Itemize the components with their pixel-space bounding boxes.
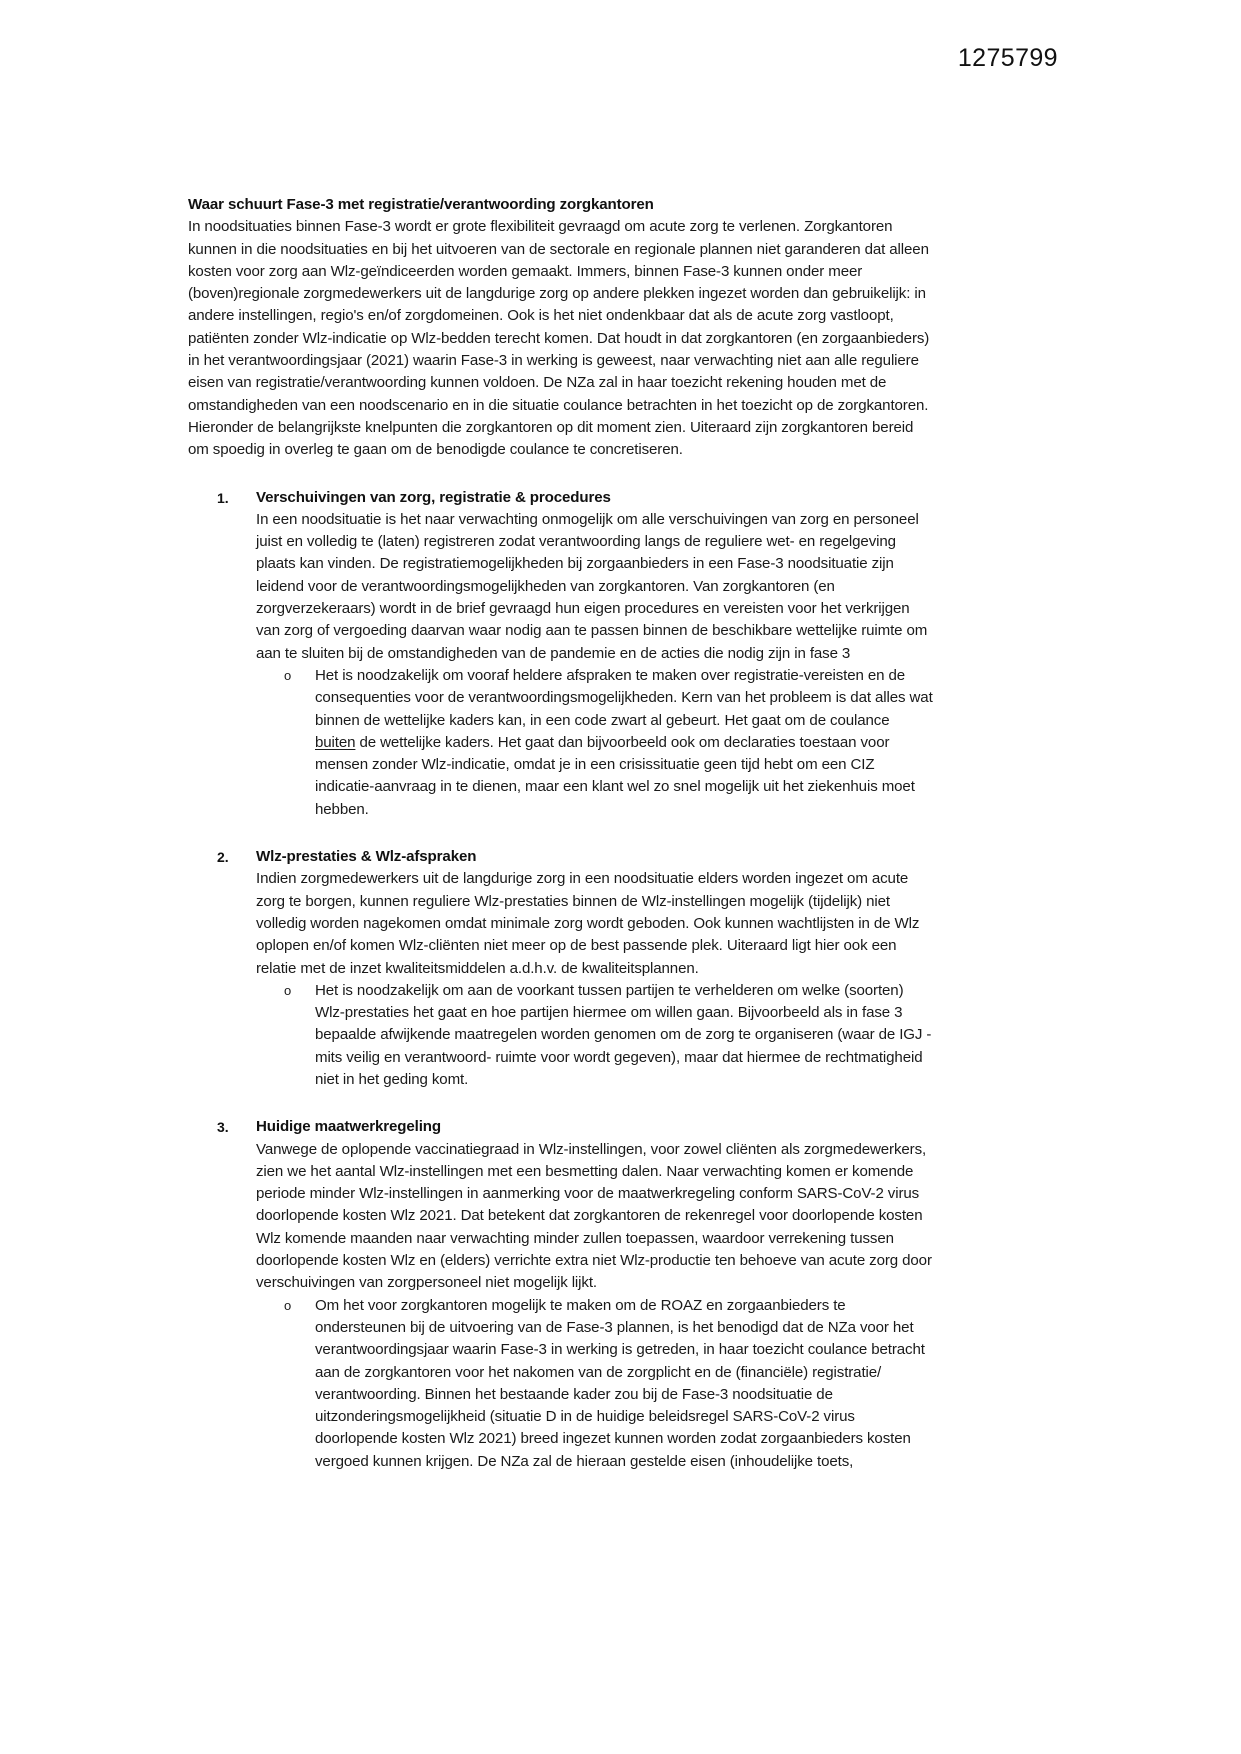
bullet-marker-icon: o	[284, 667, 292, 683]
section-heading-2: Wlz-prestaties & Wlz-afspraken	[256, 848, 477, 866]
sub-bullet-list-3	[256, 1295, 933, 1473]
bullet-marker-icon: o	[284, 1297, 292, 1313]
sub-bullet-text-before: Om het voor zorgkantoren mogelijk te maken om de ROAZ en zorgaanbieders te ondersteunen bij de uitvoering van de Fase-3 plannen, is het benodigd dat de NZa voor het verantwoordingsjaar waarin Fase-3 in werking is getreden, in haar toezicht coulance betracht aan de zorgkantoren voor het nakomen van de zorgplicht en de (financiële) registratie/ verantwoording. Binnen het bestaande kader zou bij de Fase-3 noodsituatie de uitzonderingsmogelijkheid (situatie D in de huidige beleidsregel SARS-CoV-2 virus doorlopende kosten Wlz 2021) breed ingezet kunnen worden zodat zorgaanbieders kosten vergoed kunnen krijgen. De NZa zal de hieraan gestelde eisen (inhoudelijke toets,	[315, 1296, 925, 1470]
section-body-3: Vanwege de oplopende vaccinatiegraad in Wlz-instellingen, voor zowel cliënten als zorgmedewerkers, zien we het aantal Wlz-instellingen met een besmetting dalen. Naar verwachting komen er komende periode minder Wlz-instellingen in aanmerking voor de maatwerkregeling conform SARS-CoV-2 virus doorlopende kosten Wlz 2021. Dat betekent dat zorgkantoren de rekenregel voor doorlopende kosten Wlz komende maanden naar verwachting minder zullen toepassen, waardoor verrekening tussen doorlopende kosten Wlz en (elders) verrichte extra niet Wlz-productie ten behoeve van acute zorg door verschuivingen van zorgpersoneel niet mogelijk lijkt.	[256, 1140, 932, 1292]
document-number: 1275799	[957, 44, 1058, 72]
intro-paragraph: In noodsituaties binnen Fase-3 wordt er grote flexibiliteit gevraagd om acute zorg te verlenen. Zorgkantoren kunnen in die noodsituaties en bij het uitvoeren van de sectorale en regionale plannen niet garanderen dat alleen kosten voor zorg aan Wlz-geïndiceerden worden gemaakt. Immers, binnen Fase-3 kunnen onder meer (boven)regionale zorgmedewerkers uit de langdurige zorg op andere plekken ingezet worden dan gebruikelijk: in andere instellingen, regio's en/of zorgdomeinen. Ook is het niet ondenkbaar dat als de acute zorg vastloopt, patiënten zonder Wlz-indicatie op Wlz-bedden terecht komen. Dat houdt in dat zorgkantoren (en zorgaanbieders) in het verantwoordingsjaar (2021) waarin Fase-3 in werking is geweest, naar verwachting niet aan alle reguliere eisen van registratie/verantwoording kunnen voldoen. De NZa zal in haar toezicht rekening houden met de omstandigheden van een noodscenario en in die situatie coulance betrachten in het toezicht op de zorgkantoren. Hieronder de belangrijkste knelpunten die zorgkantoren op dit moment zien. Uiteraard zijn zorgkantoren bereid om spoedig in overleg te gaan om de benodigde coulance te concretiseren.	[188, 218, 930, 459]
list-item-2	[188, 846, 933, 1091]
sub-bullet-list-2	[256, 980, 933, 1091]
document-header	[0, 46, 1241, 71]
section-heading-3: Huidige maatwerkregeling	[256, 1118, 442, 1136]
section-body-2: Indien zorgmedewerkers uit de langdurige zorg in een noodsituatie elders worden ingezet om acute zorg te borgen, kunnen reguliere Wlz-prestaties binnen de Wlz-instellingen mogelijk (tijdelijk) niet volledig worden nagekomen omdat minimale zorg wordt geboden. Ook kunnen wachtlijsten in de Wlz oplopen en/of komen Wlz-cliënten niet meer op de best passende plek. Uiteraard ligt hier ook een relatie met de inzet kwaliteitsmiddelen a.d.h.v. de kwaliteitsplannen.	[256, 870, 920, 977]
numbered-list	[188, 487, 933, 1473]
bullet-marker-icon: o	[284, 982, 292, 998]
intro-heading: Waar schuurt Fase-3 met registratie/verantwoording zorgkantoren	[188, 196, 654, 213]
sub-bullet-item	[256, 1295, 933, 1473]
sub-bullet-item	[256, 980, 933, 1091]
document-body	[188, 194, 933, 1473]
section-body-1: In een noodsituatie is het naar verwachting onmogelijk om alle verschuivingen van zorg en personeel juist en volledig te (laten) registreren zodat verantwoording langs de reguliere wet- en regelgeving plaats kan vinden. De registratiemogelijkheden bij zorgaanbieders in een Fase-3 noodsituatie zijn leidend voor de verantwoordingsmogelijkheden van zorgkantoren. Van zorgkantoren (en zorgverzekeraars) wordt in de brief gevraagd hun eigen procedures en vereisten voor het verkrijgen van zorg of vergoeding daarvan waar nodig aan te passen binnen de beschikbare wettelijke ruimte om aan te sluiten bij de omstandigheden van de pandemie en de acties die nodig zijn in fase 3	[256, 510, 928, 662]
sub-bullet-emphasis: buiten	[315, 733, 356, 751]
list-number-2: 2.	[217, 849, 229, 866]
sub-bullet-item	[256, 665, 933, 821]
list-item-3	[188, 1116, 933, 1473]
list-item-1	[188, 487, 933, 821]
section-heading-1: Verschuivingen van zorg, registratie & procedures	[256, 488, 611, 506]
sub-bullet-text-after: de wettelijke kaders. Het gaat dan bijvoorbeeld ook om declaraties toestaan voor mensen zonder Wlz-indicatie, omdat je in een crisissituatie geen tijd hebt om een CIZ indicatie-aanvraag in te dienen, maar een klant wel zo snel mogelijk uit het ziekenhuis moet hebben.	[315, 733, 915, 818]
list-number-3: 3.	[217, 1119, 229, 1136]
sub-bullet-list-1	[256, 665, 933, 821]
sub-bullet-text-before: Het is noodzakelijk om vooraf heldere afspraken te maken over registratie-vereisten en de consequenties voor de verantwoordingsmogelijkheden. Kern van het probleem is dat alles wat binnen de wettelijke kaders kan, in een code zwart al gebeurt. Het gaat om de coulance	[315, 666, 933, 729]
list-number-1: 1.	[217, 489, 229, 506]
sub-bullet-text-before: Het is noodzakelijk om aan de voorkant tussen partijen te verhelderen om welke (soorten) Wlz-prestaties het gaat en hoe partijen hiermee om willen gaan. Bijvoorbeeld als in fase 3 bepaalde afwijkende maatregelen worden genomen om de zorg te organiseren (waar de IGJ - mits veilig en verantwoord- ruimte voor wordt gegeven), maar dat hiermee de rechtmatigheid niet in het geding komt.	[315, 981, 932, 1088]
